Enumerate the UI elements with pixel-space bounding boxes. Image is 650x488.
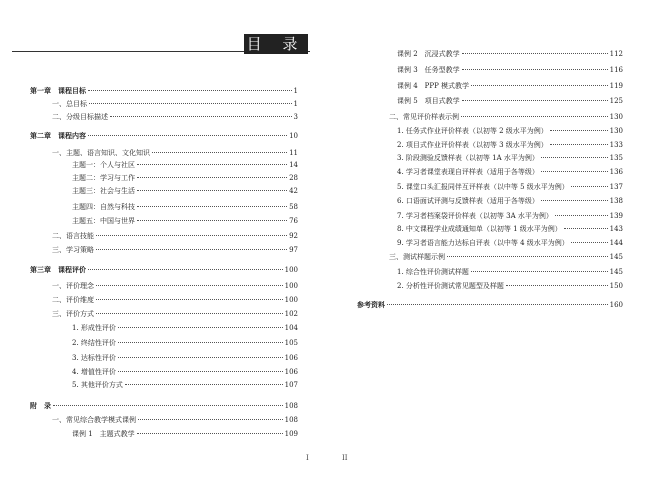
toc-entry-label: 3. 阶段测验反馈样表（以初等 1A 水平为例）	[397, 154, 539, 162]
toc-entry-label: 主题一：个人与社区	[72, 161, 135, 169]
dot-leader	[462, 69, 608, 70]
dot-leader	[137, 164, 287, 165]
dot-leader	[88, 135, 287, 136]
toc-page-number: 42	[289, 187, 298, 195]
right-toc-entry	[397, 196, 623, 206]
dot-leader	[118, 357, 283, 358]
left-toc-entry	[52, 309, 298, 319]
toc-page-number: 145	[609, 268, 623, 276]
toc-entry-label: 2. 项目式作业评价样表（以初等 3 级水平为例）	[397, 141, 548, 149]
dot-leader	[137, 220, 287, 221]
toc-entry-label: 第三章 课程评价	[30, 265, 86, 274]
right-toc-entry	[397, 49, 623, 59]
left-toc-entry	[72, 323, 298, 333]
toc-page-number: 100	[284, 282, 298, 290]
left-toc-entry	[52, 112, 298, 122]
toc-page-number: 116	[609, 66, 623, 74]
dot-leader	[462, 100, 608, 101]
toc-entry-label: 一、常见综合教学模式课例	[52, 416, 136, 424]
toc-entry-label: 4. 学习者课堂表现自评样表（适用于各等级）	[397, 168, 539, 176]
toc-entry-label: 课例 4 PPP 模式教学	[397, 82, 470, 90]
toc-entry-label: 第一章 课程目标	[30, 86, 86, 95]
left-toc-entry	[72, 429, 298, 439]
toc-page-number: 76	[289, 217, 298, 225]
toc-entry-label: 1. 任务式作业评价样表（以初等 2 级水平为例）	[397, 127, 548, 135]
left-toc-entry	[72, 160, 298, 170]
toc-entry-label: 课例 5 项目式教学	[397, 97, 460, 105]
toc-page-number: 1	[293, 87, 298, 95]
toc-page-number: 106	[284, 354, 298, 362]
right-toc-entry	[357, 300, 623, 310]
toc-page-number: 106	[284, 368, 298, 376]
right-toc-entry	[397, 81, 623, 91]
dot-leader	[53, 405, 283, 406]
toc-page-number: 112	[609, 50, 623, 58]
left-toc-entry	[72, 186, 298, 196]
toc-page-number: 160	[609, 301, 623, 309]
toc-page-number: 107	[284, 381, 298, 389]
toc-entry-label: 1. 综合性评价测试样题	[397, 268, 469, 276]
dot-leader	[96, 235, 287, 236]
toc-page-number: 135	[609, 154, 623, 162]
toc-entry-label: 主题四：自然与科技	[72, 203, 135, 211]
toc-entry-label: 3. 达标性评价	[72, 354, 116, 362]
left-toc-entry	[52, 295, 298, 305]
dot-leader	[471, 85, 608, 86]
toc-entry-label: 6. 口语面试评测与反馈样表（适用于各等级）	[397, 197, 539, 205]
dot-leader	[96, 299, 283, 300]
right-toc-entry	[397, 65, 623, 75]
toc-entry-label: 主题三：社会与生活	[72, 187, 135, 195]
toc-entry-label: 二、常见评价样表示例	[389, 113, 459, 121]
toc-page-number: 145	[609, 253, 623, 261]
dot-leader	[96, 285, 283, 286]
toc-page-number: 125	[609, 97, 623, 105]
toc-entry-label: 5. 课堂口头汇报同伴互评样表（以中等 5 级水平为例）	[397, 183, 569, 191]
right-toc-entry	[397, 167, 623, 177]
toc-page-number: 58	[289, 203, 298, 211]
toc-page-number: 130	[609, 113, 623, 121]
toc-page-number: 97	[289, 246, 298, 254]
right-folio: II	[342, 454, 348, 462]
right-toc-entry	[389, 112, 623, 122]
right-toc-entry	[397, 96, 623, 106]
dot-leader	[89, 103, 292, 104]
left-folio: I	[306, 454, 309, 462]
toc-entry-label: 附 录	[30, 401, 51, 410]
dot-leader	[137, 433, 283, 434]
toc-page-number: 11	[289, 149, 298, 157]
dot-leader	[88, 269, 283, 270]
toc-page-number: 100	[284, 296, 298, 304]
toc-page-number: 130	[609, 127, 623, 135]
dot-leader	[137, 190, 287, 191]
left-toc-entry	[30, 86, 298, 96]
dot-leader	[118, 342, 283, 343]
toc-entry-label: 一、评价理念	[52, 282, 94, 290]
dot-leader	[461, 116, 608, 117]
right-toc-entry	[397, 281, 623, 291]
left-toc-entry	[72, 380, 298, 390]
toc-page-number: 102	[284, 310, 298, 318]
right-toc-entry	[397, 238, 623, 248]
toc-entry-label: 三、测试样题示例	[389, 253, 445, 261]
toc-entry-label: 主题二：学习与工作	[72, 174, 135, 182]
toc-entry-label: 二、评价维度	[52, 296, 94, 304]
toc-page-number: 108	[284, 402, 298, 410]
dot-leader	[506, 285, 608, 286]
toc-entry-label: 三、评价方式	[52, 310, 94, 318]
toc-page-number: 150	[609, 282, 623, 290]
page-title: 目 录	[244, 34, 308, 54]
toc-page-number: 133	[609, 141, 623, 149]
toc-entry-label: 5. 其他评价方式	[72, 381, 123, 389]
dot-leader	[571, 242, 608, 243]
left-toc-entry	[52, 99, 298, 109]
toc-entry-label: 一、总目标	[52, 100, 87, 108]
right-page	[325, 0, 650, 488]
toc-entry-label: 课例 3 任务型教学	[397, 66, 460, 74]
toc-entry-label: 参考资料	[357, 300, 385, 309]
dot-leader	[564, 228, 608, 229]
right-toc-entry	[389, 252, 623, 262]
dot-leader	[471, 271, 608, 272]
dot-leader	[550, 130, 608, 131]
right-toc-entry	[397, 267, 623, 277]
left-toc-entry	[30, 131, 298, 141]
dot-leader	[88, 90, 292, 91]
left-toc-entry	[52, 231, 298, 241]
toc-entry-label: 第二章 课程内容	[30, 131, 86, 140]
toc-page-number: 100	[284, 266, 298, 274]
toc-entry-label: 二、分级目标描述	[52, 113, 108, 121]
left-toc-entry	[30, 401, 298, 411]
dot-leader	[541, 200, 608, 201]
toc-page-number: 138	[609, 197, 623, 205]
dot-leader	[447, 256, 608, 257]
left-toc-entry	[72, 338, 298, 348]
toc-entry-label: 主题五：中国与世界	[72, 217, 135, 225]
toc-page-number: 108	[284, 416, 298, 424]
toc-entry-label: 4. 增值性评价	[72, 368, 116, 376]
toc-page-number: 3	[293, 113, 298, 121]
dot-leader	[462, 53, 608, 54]
toc-page-number: 14	[289, 161, 298, 169]
dot-leader	[118, 371, 283, 372]
toc-page-number: 119	[609, 82, 623, 90]
toc-entry-label: 二、语言技能	[52, 232, 94, 240]
toc-page-number: 1	[293, 100, 298, 108]
dot-leader	[571, 186, 608, 187]
left-toc-entry	[72, 367, 298, 377]
toc-entry-label: 9. 学习者语言能力达标自评表（以中等 4 级水平为例）	[397, 239, 569, 247]
dot-leader	[138, 419, 283, 420]
dot-leader	[541, 171, 608, 172]
dot-leader	[125, 384, 283, 385]
dot-leader	[152, 152, 287, 153]
left-toc-entry	[72, 173, 298, 183]
toc-entry-label: 1. 形成性评价	[72, 324, 116, 332]
toc-entry-label: 2. 分析性评价测试常见题型及样题	[397, 282, 504, 290]
toc-page-number: 10	[289, 132, 298, 140]
dot-leader	[555, 215, 608, 216]
right-toc-entry	[397, 211, 623, 221]
left-toc-entry	[52, 245, 298, 255]
toc-page-number: 144	[609, 239, 623, 247]
left-toc-entry	[52, 281, 298, 291]
dot-leader	[96, 313, 283, 314]
dot-leader	[137, 206, 287, 207]
toc-page-number: 109	[284, 430, 298, 438]
right-toc-entry	[397, 224, 623, 234]
toc-page-number: 105	[284, 339, 298, 347]
toc-entry-label: 课例 2 沉浸式教学	[397, 50, 460, 58]
toc-entry-label: 2. 终结性评价	[72, 339, 116, 347]
right-toc-entry	[397, 153, 623, 163]
toc-entry-label: 课例 1 主题式教学	[72, 430, 135, 438]
left-toc-entry	[52, 415, 298, 425]
dot-leader	[387, 304, 608, 305]
left-toc-entry	[52, 148, 298, 158]
right-toc-entry	[397, 182, 623, 192]
right-toc-entry	[397, 126, 623, 136]
toc-page-number: 92	[289, 232, 298, 240]
dot-leader	[118, 327, 283, 328]
toc-page-number: 28	[289, 174, 298, 182]
right-toc-entry	[397, 140, 623, 150]
dot-leader	[550, 144, 608, 145]
dot-leader	[541, 157, 608, 158]
dot-leader	[137, 177, 287, 178]
toc-entry-label: 一、主题、语言知识、文化知识	[52, 149, 150, 157]
toc-page-number: 143	[609, 225, 623, 233]
toc-page-number: 137	[609, 183, 623, 191]
dot-leader	[110, 116, 292, 117]
toc-page-number: 136	[609, 168, 623, 176]
toc-page-number: 139	[609, 212, 623, 220]
dot-leader	[96, 249, 287, 250]
left-toc-entry	[72, 353, 298, 363]
toc-entry-label: 7. 学习者档案袋评价样表（以初等 3A 水平为例）	[397, 212, 553, 220]
toc-page-number: 104	[284, 324, 298, 332]
left-toc-entry	[72, 202, 298, 212]
left-toc-entry	[72, 216, 298, 226]
left-toc-entry	[30, 265, 298, 275]
toc-entry-label: 8. 中文课程学业成绩通知单（以初等 1 级水平为例）	[397, 225, 562, 233]
toc-entry-label: 三、学习策略	[52, 246, 94, 254]
